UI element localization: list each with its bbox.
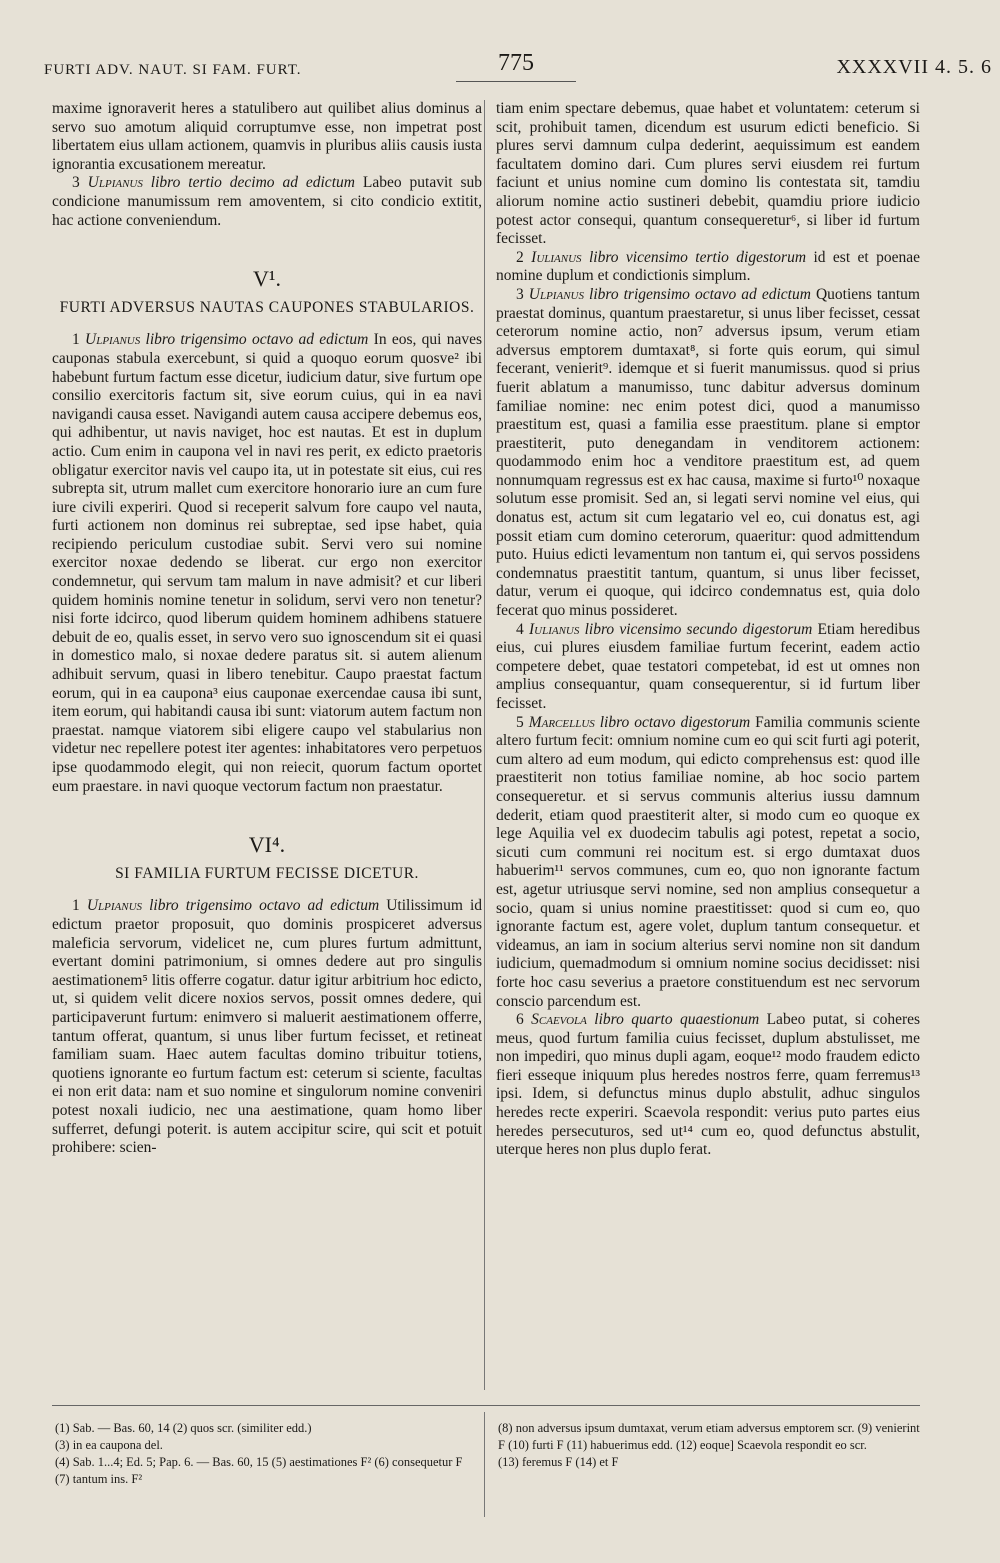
citation: libro trigensimo octavo ad edictum [149, 897, 380, 915]
jurist-name: Scaevola [531, 1011, 587, 1029]
fragment-text: Etiam heredibus eius, cui plures eiusdem familiae furtum fecerint, eadem actio competere debet, quae testatori competebat, id est ut omnes non amplius consequantur, quam consequerentur, si id furtum liber fecisset. [496, 620, 921, 712]
fragment-number: 5 [516, 713, 524, 731]
jurist-name: Marcellus [528, 713, 595, 731]
footnotes-right [498, 1420, 928, 1471]
jurist-name: Ulpianus [87, 174, 143, 192]
footnote: (8) non adversus ipsum dumtaxat, verum etiam adversus emptorem scr. (9) venierint F (10) furti F (11) habuerimus edd. (12) eoque] Scaevola respondit eo scr. [498, 1421, 920, 1452]
citation: libro octavo digestorum [599, 713, 751, 731]
fragment-text: Labeo putat, si coheres meus, quod furtum familia cuius fecisset, duplum abstulisset, me non impediri, quo minus dupli agam, eoque¹² modo fraudem edicto fieri esseque iniquum plus heredes nostros ferre, quam ferremus¹³ ipsi. Idem, si defunctus minus duplo abstulit, adhuc singulos heredes recte experiri. Scaevola respondit: verius puto partes eius heredes persecuturos, sed ut¹⁴ cum eo, quod defunctus abstulit, uterque heres non plus duplo ferat. [496, 1011, 921, 1159]
citation: libro quarto quaestionum [594, 1011, 760, 1029]
fragment-text: Familia communis sciente altero furtum fecit: omnium nomine cum eo qui scit furti agi poterit, cum altero ad eum modum, qui edicto comprehensus est: quod ille praestiterit non totius familiae nomine, ab hoc socio partem consequeretur. et si servus communis alterius iussu damnum dederit, etiam quod praestiterit alter, si modo cum eo quoque ex lege Aquilia vel ex duodecim tabulis agi potest, repetat a socio, sicuti cum communi rei nocitum est. si ergo dumtaxat duos habuerim¹¹ servos communes, cum eo, quo non ignorante factum est, agetur utriusque servi nomine, sed non amplius consequetur a socio, quam si unius nomine praestitisset: quod si cum eo, quo ignorante factum est, agere volet, duplum tantum consequetur. et videamus, an iam in socium alterius servi nomine non sit dandum iudicium, quemadmodum si omnium nomine socius decidisset: nisi forte hoc casu severius a praetore constituendum est nec servorum conscio parcendum est. [496, 713, 921, 1010]
running-head-left: FURTI ADV. NAUT. SI FAM. FURT. [44, 62, 302, 78]
running-head-right: XXXXVII 4. 5. 6 [836, 56, 992, 78]
paragraph: maxime ignoraverit heres a statulibero aut quilibet alius dominus a servo suo amotum aliquid corruptumve esse, non impetrat post libertatem eius ullam actionem, quamvis in pluribus aliis causis iusta ignorantia excusationem mereatur. [52, 100, 482, 173]
page-number: 775 [456, 50, 576, 82]
paragraph [496, 249, 920, 286]
fragment-number: 2 [516, 248, 524, 266]
footnote: (4) Sab. 1...4; Ed. 5; Pap. 6. — Bas. 60, 15 (5) aestimationes F² (6) consequetur F (7) tantum ins. F² [55, 1455, 463, 1486]
paragraph: tiam enim spectare debemus, quae habet et voluntatem: ceterum si scit, prohibuit tamen, dicendum est usurum edicti beneficio. Si plures servi damnum culpa dederint, aequissimum est eandem facultatem domino dari. Cum plures servi eiusdem rei furtum faciunt et unius nomine cum domino lis contestata sit, tamdiu aliorum nomine actio sustineri debebit, quamdiu priore iudicio potest actor consequi, quantum consequeretur⁶, si liber id furtum fecisset. [496, 100, 920, 248]
section-number: VI⁴. [248, 832, 286, 858]
footnote: (13) feremus F (14) et F [498, 1455, 619, 1469]
jurist-name: Ulpianus [86, 897, 143, 915]
fragment-text: id est et poenae nomine duplum et condictionis simplum. [496, 248, 921, 285]
section-number: V¹. [253, 266, 281, 292]
paragraph [52, 174, 482, 230]
citation: libro tertio decimo ad edictum [150, 174, 355, 192]
jurist-name: Ulpianus [85, 331, 141, 349]
column-divider [484, 100, 485, 1390]
section-title: FURTI ADVERSUS NAUTAS CAUPONES STABULARIOS. [59, 298, 475, 316]
footnote-divider [484, 1412, 485, 1517]
citation: libro trigensimo octavo ad edictum [589, 285, 811, 303]
citation: libro vicensimo secundo digestorum [584, 620, 813, 638]
paragraph [52, 331, 482, 796]
fragment-text: In eos, qui naves cauponas stabula exercebunt, si quid a quoquo eorum quosve² ibi habebunt furtum factum esse dicetur, iudicium datur, sive furtum ope consilio exercitoris factum sit, sive eorum cuius, qui in ea navi navigandi causa esset. Navigandi autem causa accipere debemus eos, qui adhibentur, ut navis naviget, hoc est nautas. Et est in duplum actio. Cum enim in caupona vel in navi res perit, ex edicto praetoris obligatur exercitor navis vel caupo ita, ut in potestate sit eius, cui res subrepta sit, utrum mallet cum exercitore honorario iure an cum fure iure civili experiri. Quod si receperit salvum fore caupo vel nauta, furti actionem non dominus rei subreptae, sed ipse habet, quia recipiendo periculum custodiae subit. Servi vero sui nomine exercitor noxae dedendo se liberat. cur ergo non exercitor condemnetur, qui servum tam malum in nave admisit? et cur liberi quidem hominis nomine tenetur in solidum, servi vero non tenetur? nisi forte idcirco, quod liberum quidem hominem adhibens statuere debuit de eo, qualis esset, in servo vero suo ignoscendum sit ei quasi in domestico malo, si noxae dedere paratus sit. si autem alienum adhibuit servum, quasi in libero tenebitur. Caupo praestat factum eorum, qui in ea caupona³ eius cauponae exercendae causa ibi sunt, item eorum, qui habitandi causa ibi sunt: viatorum autem factum non praestat. namque viatorem sibi eligere caupo vel stabularius non videtur nec repellere potest iter agentes: inhabitatores vero perpetuos ipse quodammodo elegit, qui non reiecit, quorum factum oportet eum praestare. in navi quoque vectorum factum non praestatur. [52, 331, 483, 795]
fragment-number: 6 [516, 1011, 524, 1029]
jurist-name: Ulpianus [528, 285, 584, 303]
paragraph [496, 286, 920, 621]
paragraph [496, 1011, 920, 1160]
footnote: (1) Sab. — Bas. 60, 14 (2) quos scr. (similiter edd.) [55, 1421, 312, 1435]
fragment-text: Quotiens tantum praestat dominus, quantum praestaretur, si unus liber fecisset, cessat ceterorum nomine actio, non⁷ adversus ipsum, verum etiam adversus emptorem dumtaxat⁸, si forte quis eorum, qui simul fecerant, venierit⁹. idemque et si fuerit manumissus. quod si prius fuerit ablatum a manumisso, tunc dabitur adversus dominum familiae nomine: nec enim potest dici, quod a manumisso praestitum est, quasi a familia esse praestitum. plane si emptor praestiterit, puto denegandam in venditorem actionem: quodammodo enim hoc a venditore praestitum est, ad quem nonnumquam regressus est ex hac causa, maxime si furto¹⁰ noxaque solutum esse promisit. Sed an, si legati servi nomine vel eius, qui donatus est, actum sit cum legatario vel eo, cui donatus est, agi possit etiam cum domino ceterorum, quaeritur: quod admittendum puto. Huius edicti levamentum non tantum ei, qui servos possidens condemnatus praestitit tantum, quantum, si unus liber fecisset, datur, verum ei quoque, qui idcirco condemnatus est, quia dolo fecerat quo minus possideret. [496, 285, 920, 620]
fragment-number: 3 [516, 285, 524, 303]
paragraph [52, 897, 482, 1157]
fragment-number: 3 [72, 174, 80, 192]
paragraph [496, 714, 920, 1012]
fragment-number: 1 [72, 331, 80, 349]
footnote-rule [52, 1405, 920, 1406]
paragraph [496, 621, 920, 714]
fragment-number: 4 [516, 620, 524, 638]
footnote: (3) in ea caupona del. [55, 1438, 163, 1452]
left-column [52, 100, 482, 1158]
footnotes-left [55, 1420, 475, 1488]
right-column [496, 100, 920, 1160]
fragment-number: 1 [72, 897, 80, 915]
citation: libro vicensimo tertio digestorum [588, 248, 807, 266]
citation: libro trigensimo octavo ad edictum [145, 331, 369, 349]
section-title: SI FAMILIA FURTUM FECISSE DICETUR. [115, 864, 419, 882]
jurist-name: Iulianus [531, 248, 582, 266]
fragment-text: Utilissimum id edictum praetor proposuit, quo dominis prospiceret adversus maleficia servorum, videlicet ne, cum plures furtum admittunt, evertant domini patrimonium, si omnes dedere aut pro singulis aestimationem⁵ litis offerre cogatur. datur igitur arbitrium hoc edicto, ut, si quidem velit dicere noxios servos, possit omnes dedere, qui participaverunt furtum: enimvero si maluerit aestimationem offerre, tantum offerat, quantum, si unus liber furtum fecisset, et retineat familiam suam. Haec autem facultas domino tribuitur totiens, quotiens ignorante eo furtum factum est: ceterum si sciente, facultas ei non erit data: nam et suo nomine et singulorum nomine conveniri potest noxali iudicio, nec una aestimatione, quam homo liber sufferret, defungi poterit. is autem accipitur scire, qui scit et potuit prohibere: scien- [52, 897, 483, 1157]
fragment-text: Labeo putavit sub condicione manumissum rem amoventem, si cito condicio extitit, hac actione conveniendum. [52, 174, 483, 229]
jurist-name: Iulianus [528, 620, 580, 638]
page-header [44, 50, 992, 90]
